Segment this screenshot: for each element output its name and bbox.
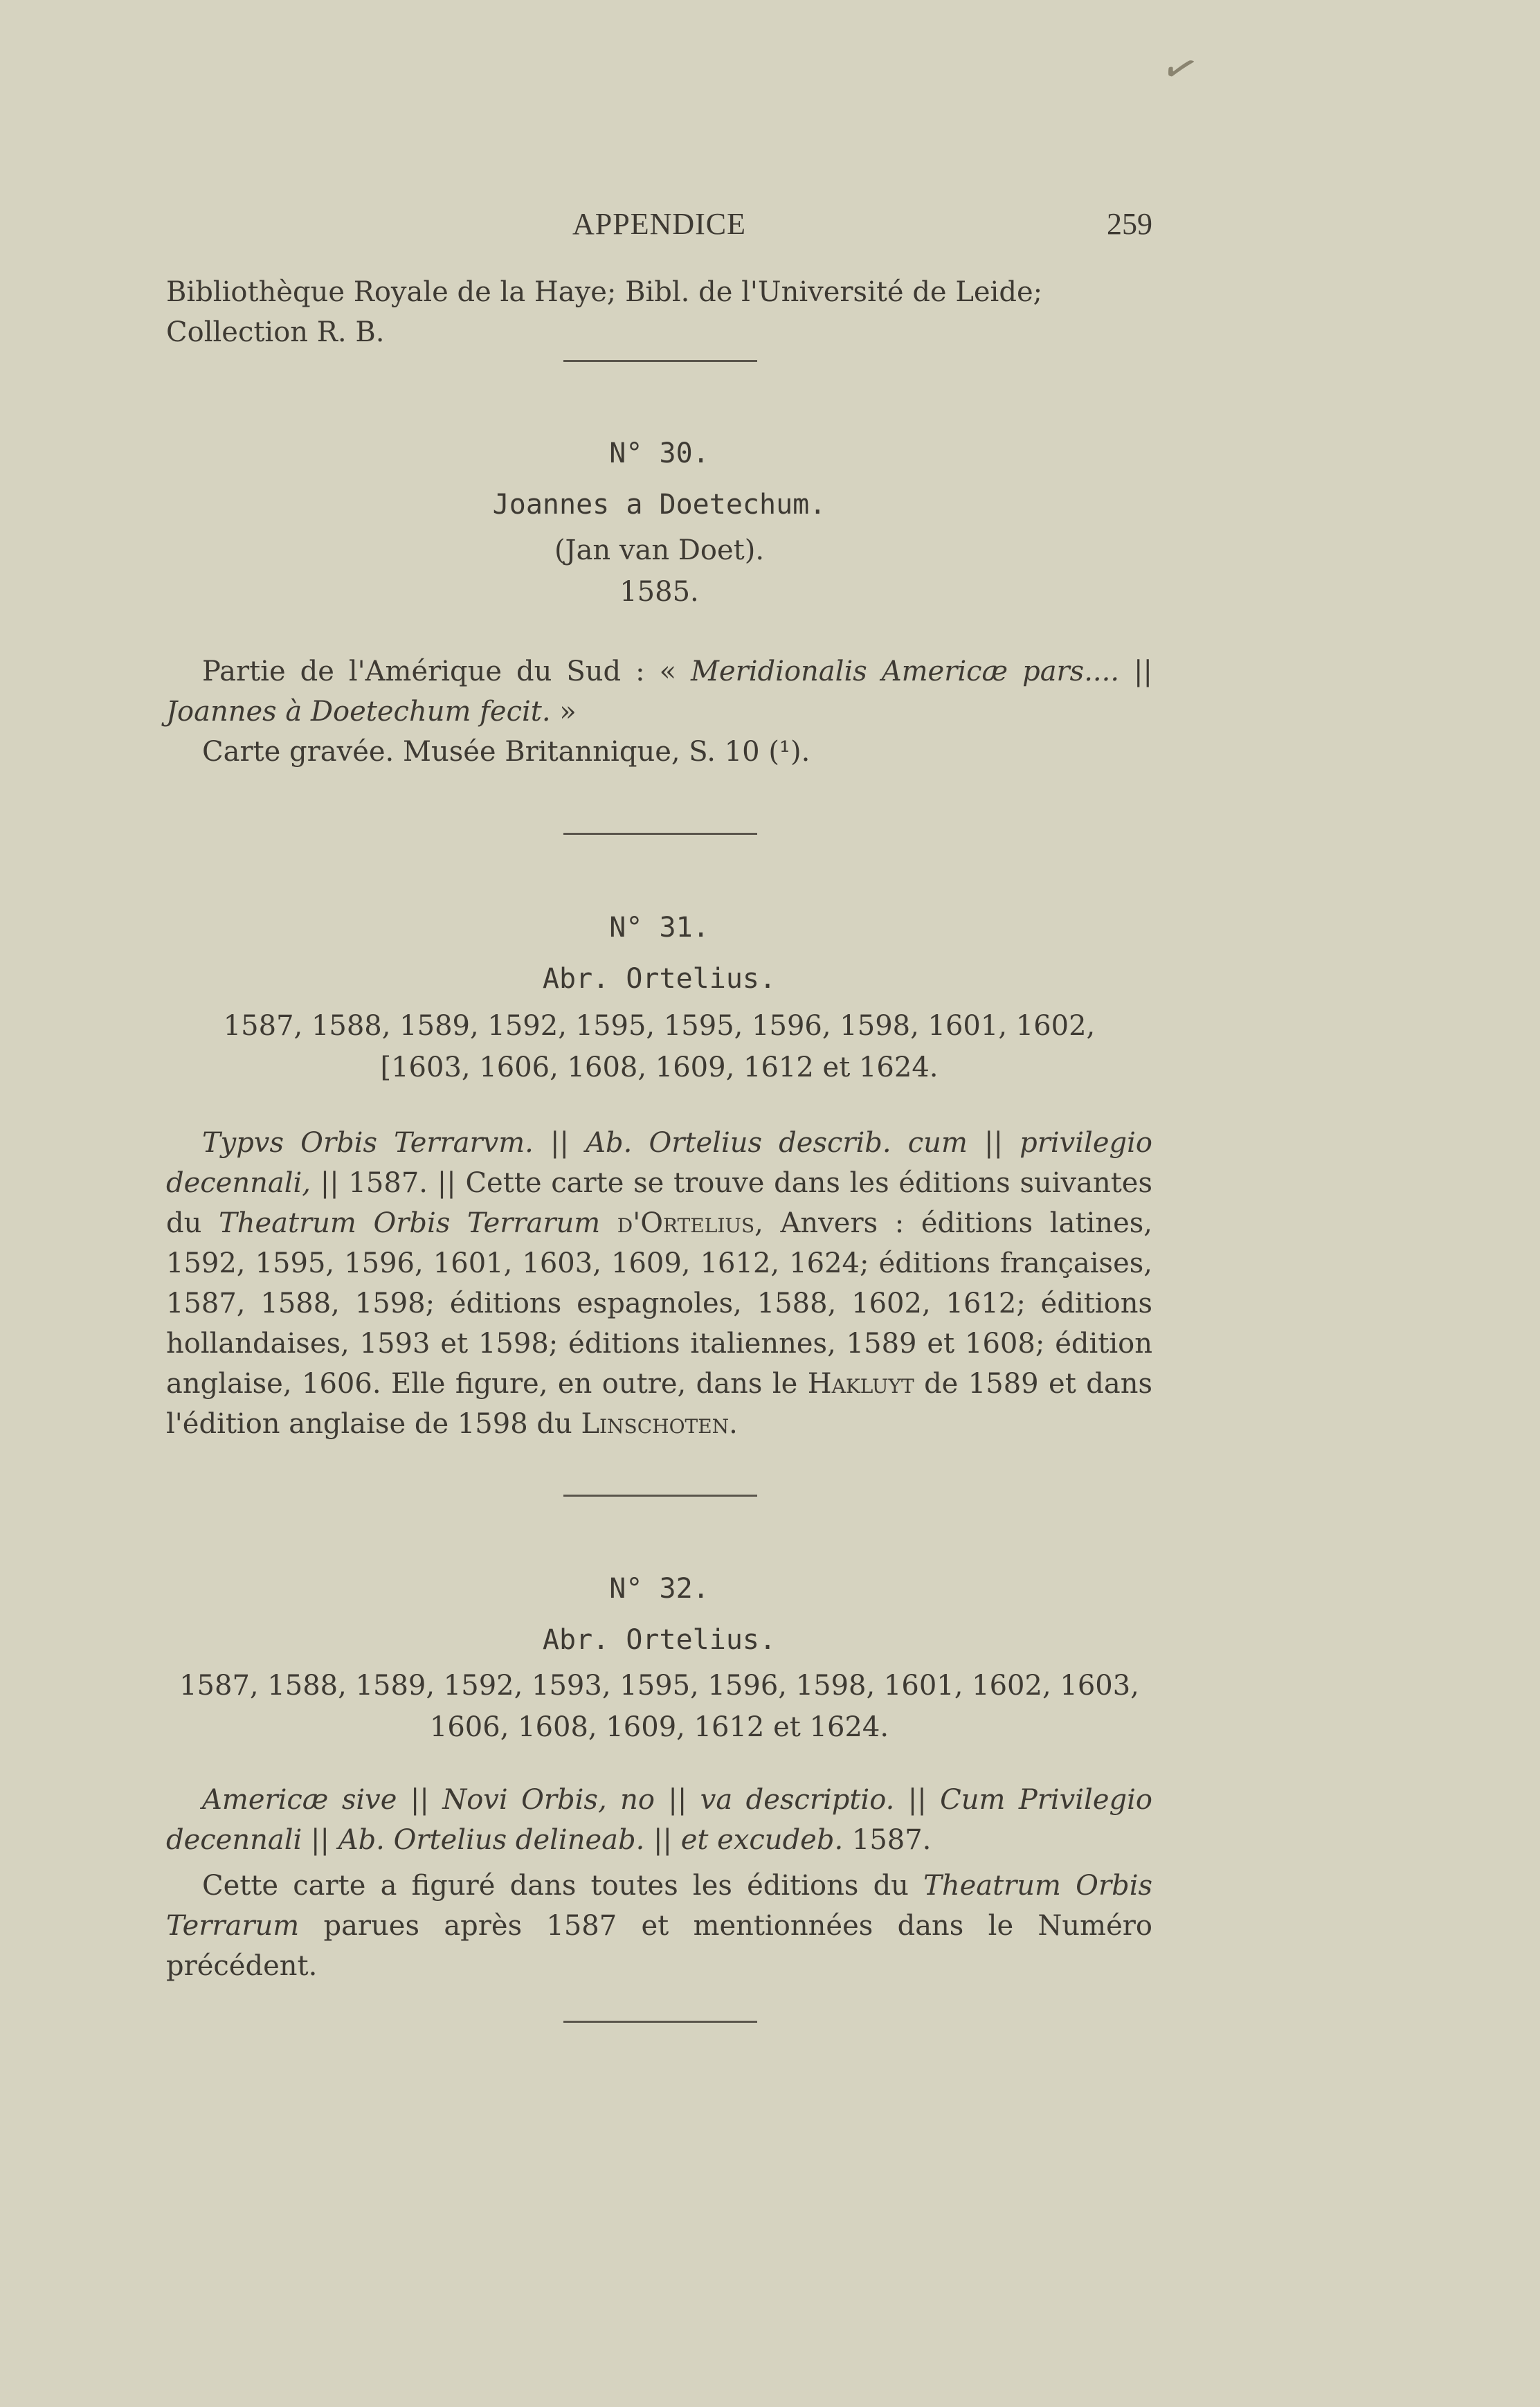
intro-paragraph [166,272,1152,352]
desc-work: Theatrum Orbis Terrarum [219,1207,601,1239]
entry-years-line-1: 1587, 1588, 1589, 1592, 1595, 1595, 1596, 1598, 1601, 1602, [223,1010,1096,1042]
note-text: parues après 1587 et mentionnées dans le Numéro précédent. [166,1910,1152,1982]
entry-description [166,651,1152,732]
desc-name: Ortelius [640,1207,755,1239]
intro-text: Bibliothèque Royale de la Haye; Bibl. de l'Université de Leide; Collection R. B. [166,276,1043,348]
note-text: Cette carte a figuré dans toutes les éditions du [202,1870,924,1902]
entry-author: Abr. Ortelius. [542,963,777,995]
entry-number: N° 30. [609,438,709,469]
desc-text: d' [600,1207,641,1239]
desc-name: Hakluyt [807,1368,914,1400]
divider-rule [563,360,757,362]
divider-rule [563,2021,757,2023]
divider-rule [563,1495,757,1497]
page-number: 259 [1107,207,1152,241]
desc-title: Americæ sive || Novi Orbis, no || va descriptio. || Cum Privilegio decennali || Ab. Ortelius delineab. || et excudeb. [166,1784,1152,1856]
entry-32 [166,1568,1152,1986]
entry-30 [166,433,1152,772]
desc-text-end: » [550,696,577,728]
desc-text: Partie de l'Amérique du Sud : « [202,656,691,687]
entry-author: Joannes a Doetechum. [492,489,826,521]
divider-rule [563,833,757,835]
running-title: APPENDICE [572,207,747,241]
entry-note [166,1866,1152,1986]
entry-31 [166,907,1152,1444]
desc-text: || 1587. || Cette carte se trouve dans les éditions suivantes du [166,1167,1152,1239]
page-header [166,206,1152,248]
entry-years-line-1: 1587, 1588, 1589, 1592, 1593, 1595, 1596, 1598, 1601, 1602, 1603, [179,1670,1139,1702]
desc-text: , Anvers : éditions latines, 1592, 1595, 1596, 1601, 1603, 1609, 1612, 1624; éditions françaises, 1587, 1588, 1598; éditions espagnoles, 1588, 1602, 1612; éditions hollandaises, 1593 et 1598; éditions italiennes, 1589 et 1608; édition anglaise, 1606. Elle figure, en outre, dans le [166,1207,1152,1400]
entry-year: 1585. [619,576,699,608]
desc-title: Typvs Orbis Terrarvm. || Ab. Ortelius describ. cum || privilegio decennali, [166,1127,1152,1199]
entry-number: N° 32. [609,1573,709,1605]
entry-alias: (Jan van Doet). [554,534,765,566]
entry-years-line-2: 1606, 1608, 1609, 1612 et 1624. [429,1711,889,1743]
note-work: Theatrum Orbis Terrarum [166,1870,1153,1942]
entry-source: Carte gravée. Musée Britannique, S. 10 (¹). [202,736,810,768]
entry-number: N° 31. [609,912,709,944]
desc-title: Meridionalis Americæ pars.... || Joannes à Doetechum fecit. [166,656,1152,728]
entry-years-line-2: [1603, 1606, 1608, 1609, 1612 et 1624. [380,1052,939,1083]
check-mark-icon: ✓ [1155,40,1205,98]
entry-description [166,1123,1152,1444]
desc-text: de 1589 et dans l'édition anglaise de 1598 du [166,1368,1152,1440]
entry-author: Abr. Ortelius. [542,1624,777,1656]
desc-text: 1587. [843,1824,932,1856]
entry-description [166,1780,1152,1860]
desc-name: Linschoten [581,1408,730,1440]
desc-text: . [729,1408,738,1440]
